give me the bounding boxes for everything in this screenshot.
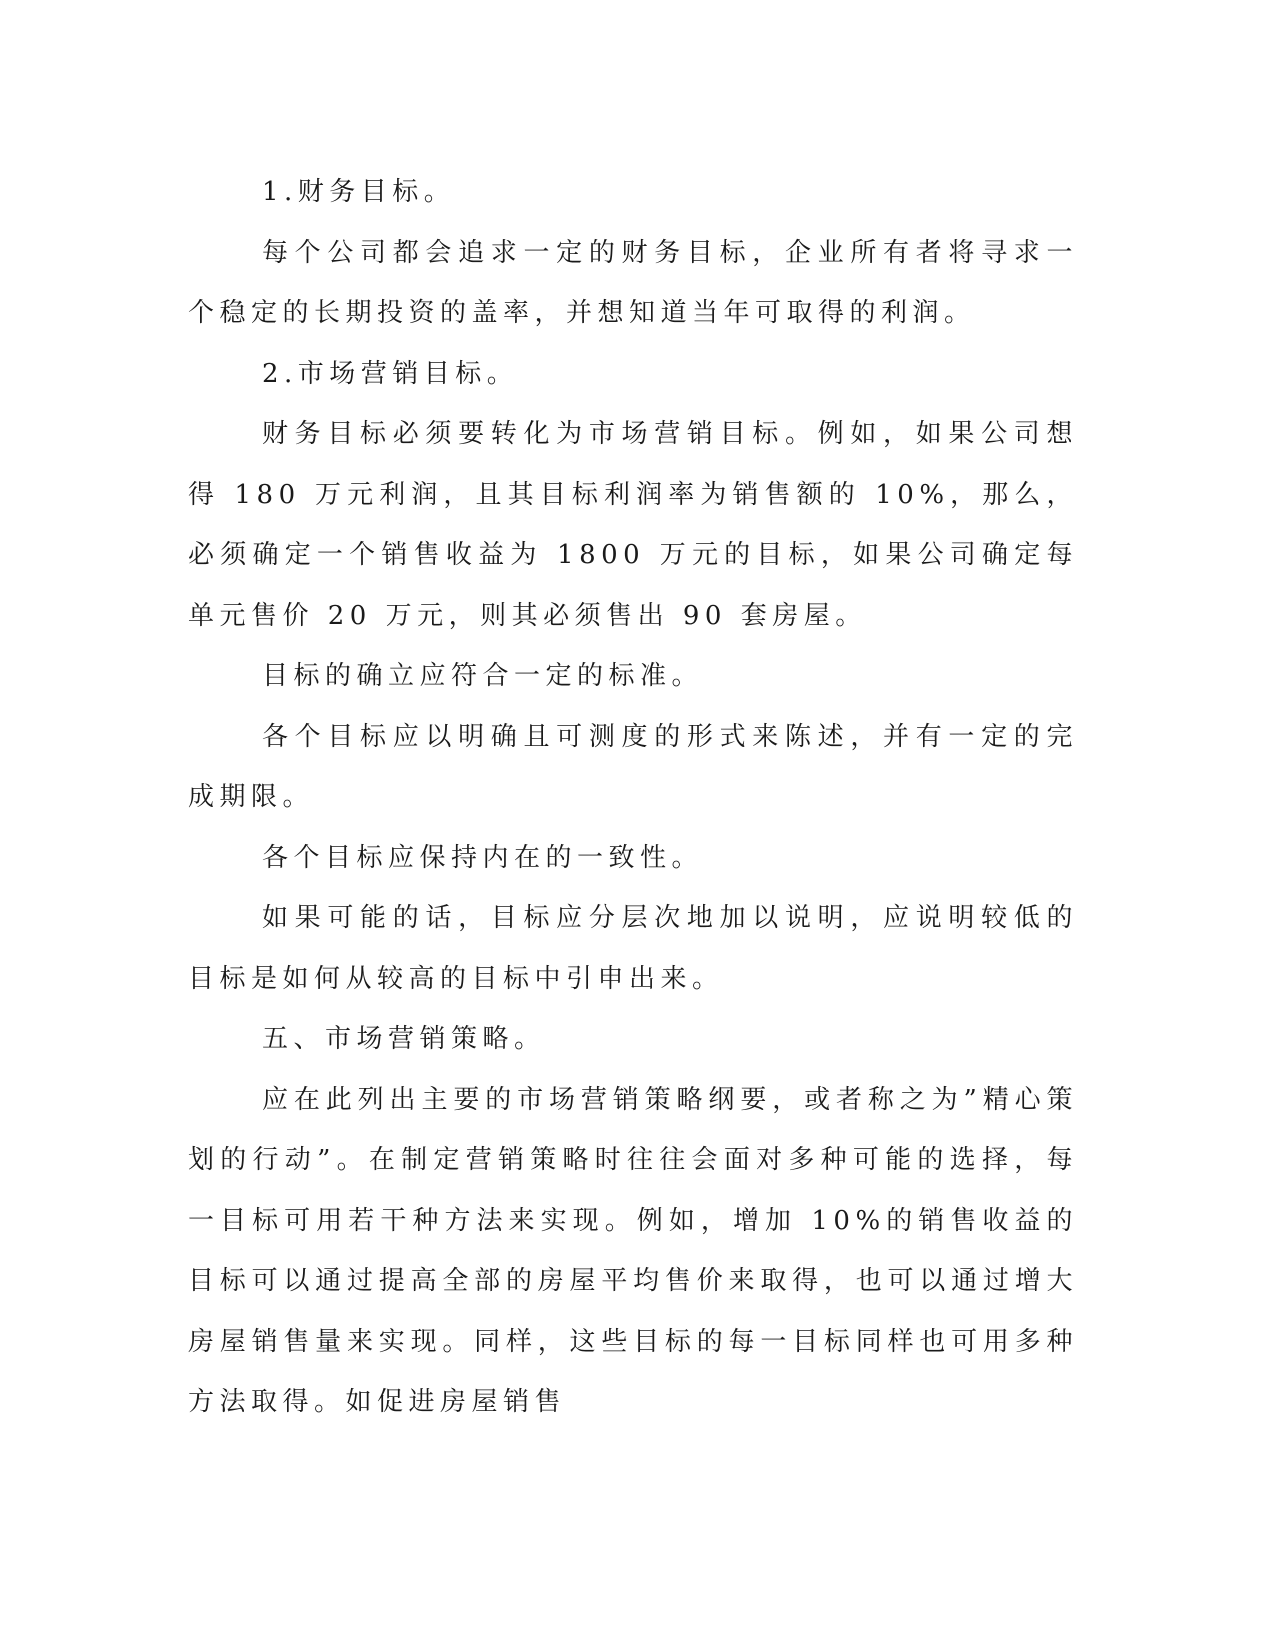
paragraph-hierarchy: 如果可能的话，目标应分层次地加以说明，应说明较低的目标是如何从较高的目标中引申出来。 [188, 903, 1078, 994]
paragraph-goal-standards: 目标的确立应符合一定的标准。 [262, 661, 704, 691]
section-heading-marketing-strategy: 五、市场营销策略。 [262, 1024, 546, 1054]
section-heading-marketing-goals: 2.市场营销目标。 [262, 358, 519, 389]
paragraph-marketing-strategy: 应在此列出主要的市场营销策略纲要，或者称之为”精心策划的行动”。在制定营销策略时往往会面对多种可能的选择，每一目标可用若干种方法来实现。例如，增加 10%的销售收益的目标可以通过提高全部的房屋平均售价来取得，也可以通过增大房屋销售量来实现。同样，这些目标的每一目标同样也可用多种方法取得。如促进房屋销售 [188, 1084, 1078, 1417]
paragraph-consistency: 各个目标应保持内在的一致性。 [262, 842, 704, 873]
section-heading-financial-goals: 1.财务目标。 [262, 177, 456, 207]
paragraph-financial-goals: 每个公司都会追求一定的财务目标，企业所有者将寻求一个稳定的长期投资的盖率，并想知道当年可取得的利润。 [188, 237, 1078, 328]
paragraph-measurable-goals: 各个目标应以明确且可测度的形式来陈述，并有一定的完成期限。 [188, 721, 1078, 812]
paragraph-marketing-goals: 财务目标必须要转化为市场营销目标。例如，如果公司想得 180 万元利润，且其目标利润率为销售额的 10%，那么，必须确定一个销售收益为 1800 万元的目标，如果公司确定每单元售价 20 万元，则其必须售出 90 套房屋。 [188, 419, 1078, 631]
document-body [188, 162, 1078, 1433]
